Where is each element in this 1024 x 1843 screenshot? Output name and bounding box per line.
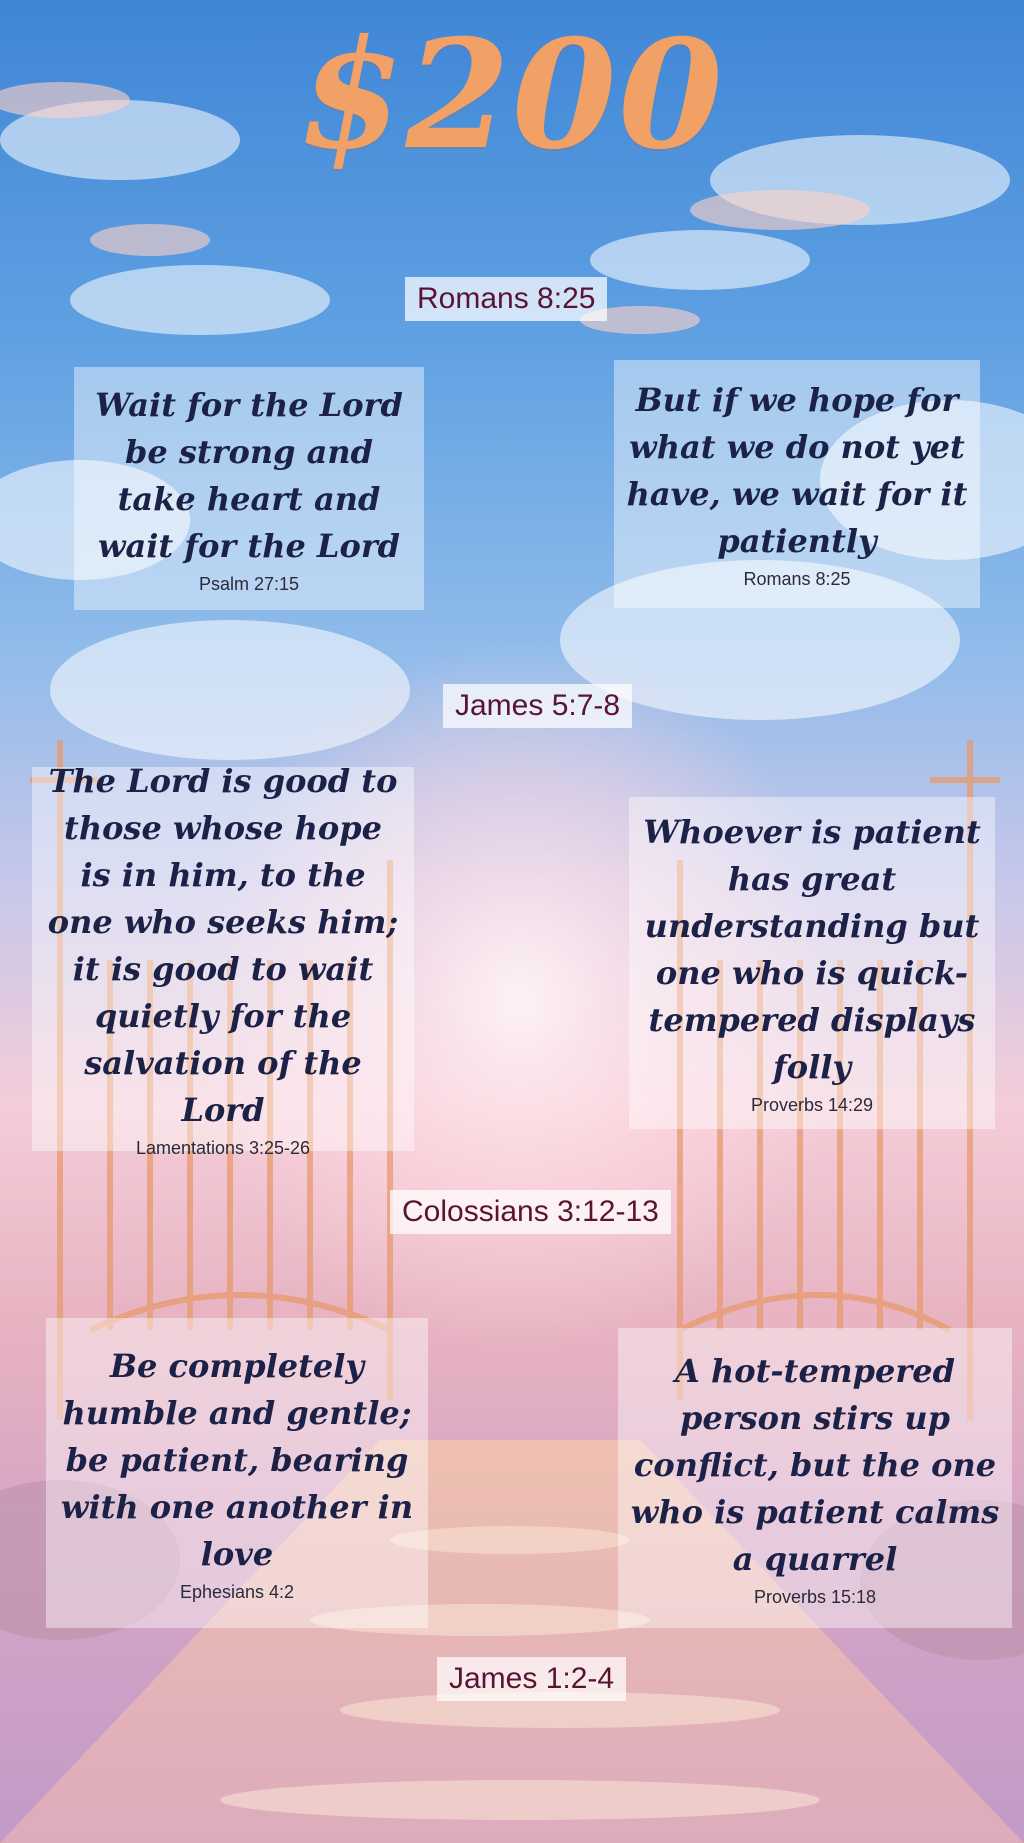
label-colossians: Colossians 3:12-13 — [390, 1190, 671, 1234]
verse-reference: Psalm 27:15 — [198, 573, 300, 594]
verse-card-5 — [46, 1318, 428, 1628]
verse-text: The Lord is good to those whose hope is in him, to the one who seeks him; it is good to wait quietly for the salvation of the Lord — [47, 762, 399, 1129]
verse-text: Be completely humble and gentle; be patient, bearing with one another in love — [60, 1346, 414, 1573]
verse-text: Whoever is patient has great understanding but one who is quick-tempered displays folly — [643, 813, 981, 1086]
verse-card-4 — [629, 797, 995, 1129]
price-title: $200 — [299, 7, 725, 183]
verse-card-3 — [32, 762, 414, 1158]
label-romans: Romans 8:25 — [405, 277, 607, 321]
verse-card-6 — [618, 1328, 1012, 1628]
verse-reference: Lamentations 3:25-26 — [135, 1138, 311, 1158]
verse-text: Wait for the Lord be strong and take heart and wait for the Lord — [95, 385, 403, 565]
verse-card-2 — [614, 360, 980, 608]
verse-reference: Proverbs 14:29 — [750, 1095, 874, 1115]
verse-reference: Ephesians 4:2 — [179, 1581, 295, 1602]
label-james-1: James 1:2-4 — [437, 1657, 626, 1701]
verse-text: A hot-tempered person stirs up conflict, but the one who is patient calms a quarrel — [630, 1351, 1000, 1578]
verse-reference: Proverbs 15:18 — [753, 1586, 877, 1607]
verse-text: But if we hope for what we do not yet have, we wait for it patiently — [626, 381, 968, 560]
verse-reference: Romans 8:25 — [743, 569, 851, 589]
label-james-5: James 5:7-8 — [443, 684, 632, 728]
verse-card-1 — [74, 367, 424, 610]
